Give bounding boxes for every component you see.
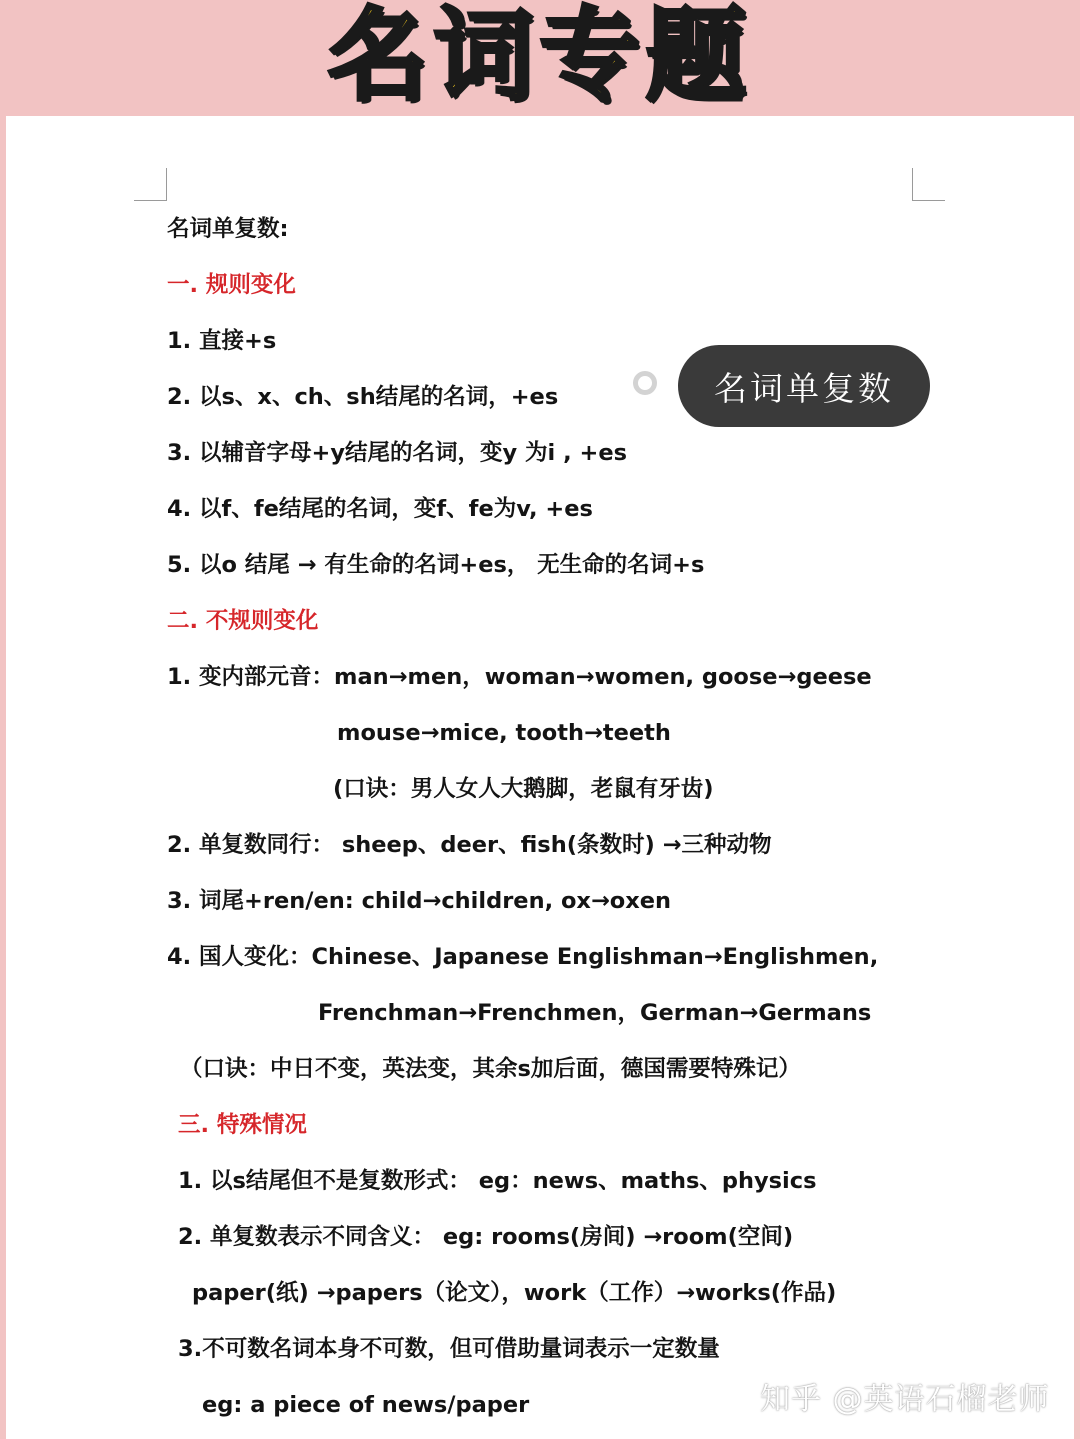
rule-line: 3. 词尾+ren/en: child→children, ox→oxen	[167, 888, 672, 914]
banner-title: 名词专题	[328, 0, 752, 114]
section-title: 名词单复数:	[167, 216, 289, 242]
rule-line: 3.不可数名词本身不可数，但可借助量词表示一定数量	[178, 1336, 720, 1362]
page-corner-mark-left	[134, 168, 167, 201]
rule-line: 2. 以s、x、ch、sh结尾的名词，+es	[167, 384, 559, 410]
rule-line: 5. 以o 结尾 → 有生命的名词+es， 无生命的名词+s	[167, 552, 705, 578]
rule-line: 2. 单复数同行： sheep、deer、fish(条数时) →三种动物	[167, 832, 772, 858]
rule-line-continued: mouse→mice, tooth→teeth	[337, 720, 671, 746]
mnemonic-line: (口诀：男人女人大鹅脚，老鼠有牙齿)	[333, 776, 714, 802]
title-banner	[0, 0, 1080, 116]
heading-irregular-changes: 二. 不规则变化	[167, 608, 319, 634]
rule-line: 1. 以s结尾但不是复数形式： eg：news、maths、physics	[178, 1168, 817, 1194]
rule-line: 2. 单复数表示不同含义： eg: rooms(房间) →room(空间)	[178, 1224, 794, 1250]
rule-line-continued: Frenchman→Frenchmen，German→Germans	[318, 1000, 872, 1026]
watermark: 知乎 @英语石榴老师	[760, 1382, 1050, 1417]
rule-line: 1. 直接+s	[167, 328, 277, 354]
rule-line: 1. 变内部元音：man→men，woman→women, goose→geese	[167, 664, 872, 690]
rule-line-continued: paper(纸) →papers（论文），work（工作）→works(作品)	[192, 1280, 837, 1306]
tag-dot-icon[interactable]	[633, 371, 657, 395]
example-line: eg: a piece of news/paper	[202, 1392, 530, 1418]
rule-line: 4. 国人变化：Chinese、Japanese Englishman→Englishmen,	[167, 944, 879, 970]
rule-line: 3. 以辅音字母+y结尾的名词，变y 为i , +es	[167, 440, 627, 466]
heading-regular-changes: 一. 规则变化	[167, 272, 296, 298]
rule-line: 4. 以f、fe结尾的名词，变f、fe为v, +es	[167, 496, 593, 522]
mnemonic-line: （口诀：中日不变，英法变，其余s加后面，德国需要特殊记）	[180, 1056, 801, 1082]
topic-tag-bubble[interactable]: 名词单复数	[678, 345, 930, 427]
page-corner-mark-right	[912, 168, 945, 201]
heading-special-cases: 三. 特殊情况	[178, 1112, 307, 1138]
